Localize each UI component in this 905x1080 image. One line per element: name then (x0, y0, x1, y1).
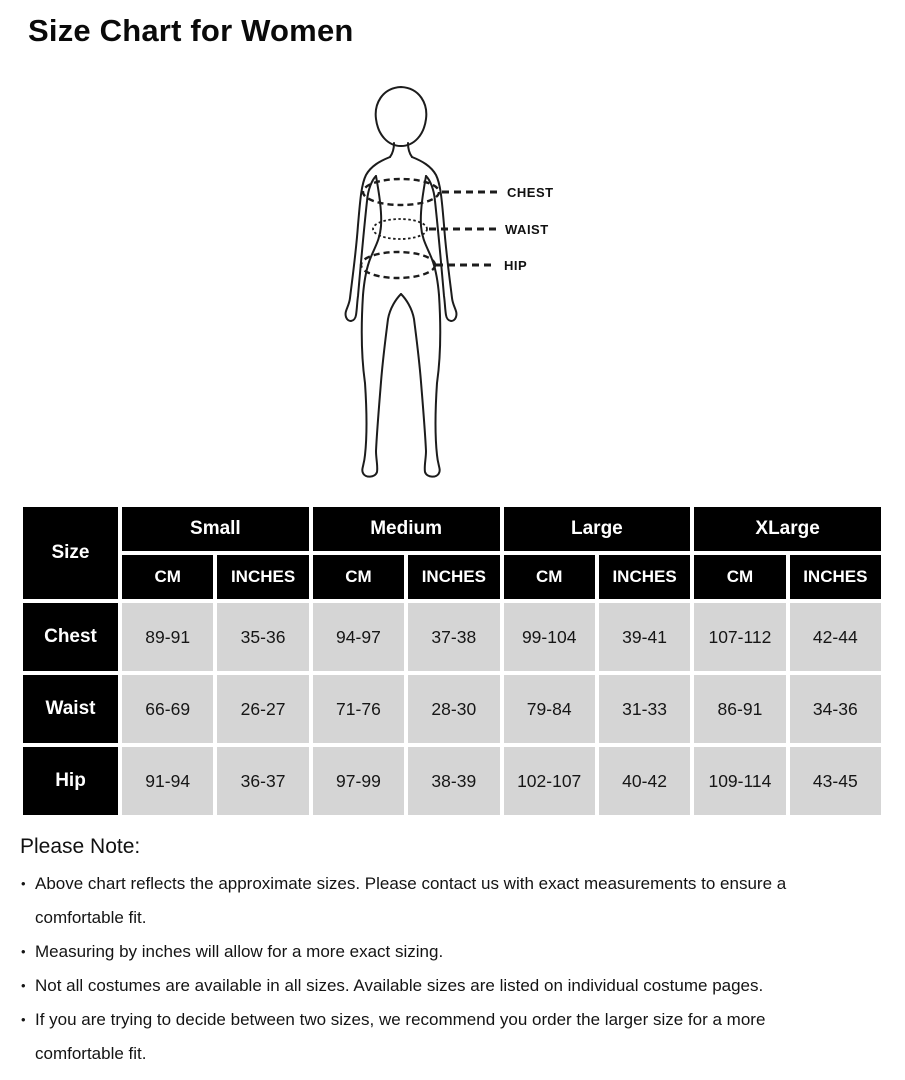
unit-header-cm: CM (122, 555, 213, 599)
unit-header-inches: INCHES (599, 555, 690, 599)
chest-label: CHEST (507, 185, 554, 200)
table-cell: 42-44 (790, 603, 881, 671)
table-cell: 102-107 (504, 747, 595, 815)
unit-header-cm: CM (694, 555, 785, 599)
table-cell: 31-33 (599, 675, 690, 743)
table-cell: 89-91 (122, 603, 213, 671)
table-cell: 37-38 (408, 603, 499, 671)
unit-header-cm: CM (504, 555, 595, 599)
woman-silhouette-icon (330, 83, 590, 483)
table-cell: 36-37 (217, 747, 308, 815)
group-header-small: Small (122, 507, 309, 551)
unit-header-cm: CM (313, 555, 404, 599)
notes-heading: Please Note: (20, 835, 141, 858)
size-chart-table (23, 507, 881, 815)
table-cell: 66-69 (122, 675, 213, 743)
table-cell: 43-45 (790, 747, 881, 815)
note-item: • Measuring by inches will allow for a more exact sizing. (20, 935, 848, 969)
row-header-hip: Hip (23, 747, 118, 815)
table-cell: 97-99 (313, 747, 404, 815)
table-cell: 34-36 (790, 675, 881, 743)
table-cell: 38-39 (408, 747, 499, 815)
body-measurement-diagram (330, 83, 590, 483)
table-cell: 91-94 (122, 747, 213, 815)
group-header-xlarge: XLarge (694, 507, 881, 551)
note-item: • If you are trying to decide between two sizes, we recommend you order the larger size for a more comfortable fit. (20, 1003, 848, 1071)
table-cell: 40-42 (599, 747, 690, 815)
table-cell: 99-104 (504, 603, 595, 671)
table-cell: 79-84 (504, 675, 595, 743)
hip-label: HIP (504, 258, 528, 273)
table-cell: 107-112 (694, 603, 785, 671)
notes-list (20, 867, 848, 1071)
table-corner-header: Size (23, 507, 118, 599)
unit-header-inches: INCHES (408, 555, 499, 599)
table-cell: 86-91 (694, 675, 785, 743)
waist-label: WAIST (505, 222, 549, 237)
row-header-chest: Chest (23, 603, 118, 671)
unit-header-inches: INCHES (217, 555, 308, 599)
table-cell: 109-114 (694, 747, 785, 815)
table-cell: 94-97 (313, 603, 404, 671)
table-cell: 26-27 (217, 675, 308, 743)
group-header-medium: Medium (313, 507, 500, 551)
note-item: • Above chart reflects the approximate sizes. Please contact us with exact measurements to ensure a comfortable fit. (20, 867, 848, 935)
row-header-waist: Waist (23, 675, 118, 743)
notes-section (20, 835, 882, 1071)
unit-header-inches: INCHES (790, 555, 881, 599)
table-cell: 39-41 (599, 603, 690, 671)
chest-measure-ellipse (363, 179, 439, 205)
page-title: Size Chart for Women (28, 13, 354, 48)
table-cell: 71-76 (313, 675, 404, 743)
table-cell: 28-30 (408, 675, 499, 743)
note-item: • Not all costumes are available in all sizes. Available sizes are listed on individual costume pages. (20, 969, 848, 1003)
table-cell: 35-36 (217, 603, 308, 671)
group-header-large: Large (504, 507, 691, 551)
